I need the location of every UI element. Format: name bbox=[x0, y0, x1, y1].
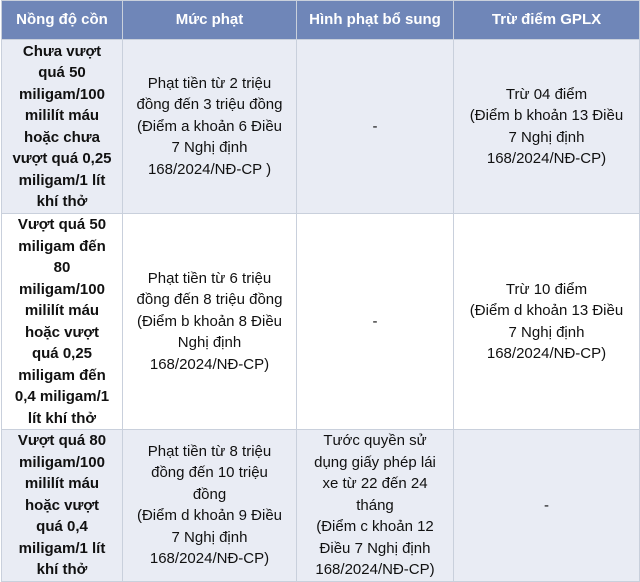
cell-license-points bbox=[454, 430, 640, 582]
cell-text-line: (Điểm c khoản 12 bbox=[316, 518, 434, 535]
cell-additional-penalty bbox=[297, 40, 454, 214]
cell-text-line: đồng đến 10 triệu bbox=[151, 464, 268, 482]
header-alcohol-level: Nồng độ cồn bbox=[2, 1, 123, 40]
cell-text-line: - bbox=[372, 117, 378, 135]
cell-text-line: 7 Nghị định bbox=[171, 528, 248, 546]
cell-alcohol-level bbox=[2, 214, 123, 430]
cell-text-line: khí thở bbox=[36, 561, 88, 578]
cell-text-line: miligam/100 bbox=[19, 280, 105, 298]
cell-text-line: miligam đến bbox=[18, 366, 106, 384]
header-fine: Mức phạt bbox=[123, 1, 297, 40]
cell-fine bbox=[123, 40, 297, 214]
cell-text-line: lít khí thở bbox=[27, 409, 97, 427]
cell-text-line: 168/2024/NĐ-CP ) bbox=[147, 160, 272, 178]
cell-text-line: 168/2024/NĐ-CP) bbox=[149, 355, 270, 373]
cell-text-line: Phạt tiền từ 8 triệu bbox=[147, 442, 272, 460]
cell-text-line: Vượt quá 50 bbox=[17, 216, 107, 233]
cell-text-line: miligam đến bbox=[18, 237, 106, 255]
cell-text-line: Phạt tiền từ 2 triệu bbox=[147, 74, 272, 92]
cell-alcohol-level bbox=[2, 40, 123, 214]
cell-text-line: 168/2024/NĐ-CP) bbox=[486, 150, 607, 167]
cell-text-line: mililít máu bbox=[24, 475, 100, 492]
cell-text-line: (Điểm b khoản 13 Điều bbox=[469, 107, 624, 124]
cell-fine bbox=[123, 214, 297, 430]
cell-text-line: 168/2024/NĐ-CP) bbox=[486, 345, 607, 362]
cell-text-line: (Điểm d khoản 9 Điều bbox=[136, 507, 283, 525]
cell-license-points bbox=[454, 214, 640, 430]
cell-text-line: hoặc chưa bbox=[24, 128, 100, 146]
cell-text-line: Chưa vượt bbox=[22, 42, 102, 60]
cell-text-line: miligam/1 lít bbox=[18, 539, 106, 557]
cell-text-line: hoặc vượt bbox=[24, 496, 100, 514]
cell-text-line: mililít máu bbox=[24, 107, 100, 124]
alcohol-penalty-table bbox=[1, 0, 640, 582]
cell-text-line: 0,4 miligam/1 bbox=[14, 388, 110, 405]
cell-text-line: quá 50 bbox=[38, 64, 86, 81]
table-row bbox=[2, 40, 640, 214]
cell-text-line: tháng bbox=[356, 496, 394, 514]
cell-text-line: - bbox=[544, 496, 549, 514]
header-row bbox=[2, 1, 640, 40]
table-row bbox=[2, 214, 640, 430]
cell-text-line: (Điểm a khoản 6 Điều bbox=[136, 117, 283, 135]
cell-fine bbox=[123, 430, 297, 582]
cell-text-line: 7 Nghị định bbox=[171, 139, 248, 157]
table-row bbox=[2, 430, 640, 582]
cell-text-line: quá 0,4 bbox=[36, 518, 88, 535]
cell-additional-penalty bbox=[297, 430, 454, 582]
cell-text-line: khí thở bbox=[36, 193, 88, 210]
cell-text-line: 7 Nghị định bbox=[508, 128, 585, 146]
header-additional-penalty: Hình phạt bổ sung bbox=[297, 1, 454, 40]
cell-text-line: - bbox=[372, 312, 378, 330]
cell-text-line: Vượt quá 80 bbox=[17, 432, 107, 449]
cell-text-line: (Điểm d khoản 13 Điều bbox=[469, 302, 624, 319]
cell-text-line: đồng bbox=[192, 485, 227, 503]
cell-text-line: Trừ 10 điểm bbox=[505, 280, 588, 298]
cell-text-line: dụng giấy phép lái bbox=[314, 453, 436, 471]
cell-text-line: 7 Nghị định bbox=[508, 323, 585, 341]
cell-text-line: 168/2024/NĐ-CP) bbox=[315, 561, 435, 578]
cell-text-line: Điều 7 Nghị định bbox=[319, 539, 431, 557]
cell-text-line: miligam/1 lít bbox=[18, 171, 106, 189]
cell-additional-penalty bbox=[297, 214, 454, 430]
cell-text-line: miligam/100 bbox=[19, 85, 105, 103]
header-license-points: Trừ điểm GPLX bbox=[454, 1, 640, 40]
cell-text-line: đồng đến 3 triệu đồng bbox=[136, 96, 283, 114]
cell-text-line: (Điểm b khoản 8 Điều bbox=[136, 312, 283, 330]
cell-text-line: mililít máu bbox=[24, 302, 100, 319]
cell-text-line: vượt quá 0,25 bbox=[12, 150, 112, 167]
cell-text-line: đồng đến 8 triệu đồng bbox=[136, 291, 283, 309]
cell-license-points bbox=[454, 40, 640, 214]
cell-text-line: hoặc vượt bbox=[24, 323, 100, 341]
cell-text-line: miligam/100 bbox=[19, 453, 105, 471]
cell-text-line: quá 0,25 bbox=[31, 345, 93, 362]
cell-text-line: 80 bbox=[53, 259, 71, 276]
cell-text-line: 168/2024/NĐ-CP) bbox=[149, 550, 270, 568]
cell-text-line: Phạt tiền từ 6 triệu bbox=[147, 269, 272, 287]
cell-alcohol-level bbox=[2, 430, 123, 582]
cell-text-line: Tước quyền sử bbox=[323, 432, 427, 449]
cell-text-line: Trừ 04 điểm bbox=[505, 85, 588, 103]
cell-text-line: Nghị định bbox=[177, 334, 242, 352]
cell-text-line: xe từ 22 đến 24 bbox=[322, 475, 428, 492]
